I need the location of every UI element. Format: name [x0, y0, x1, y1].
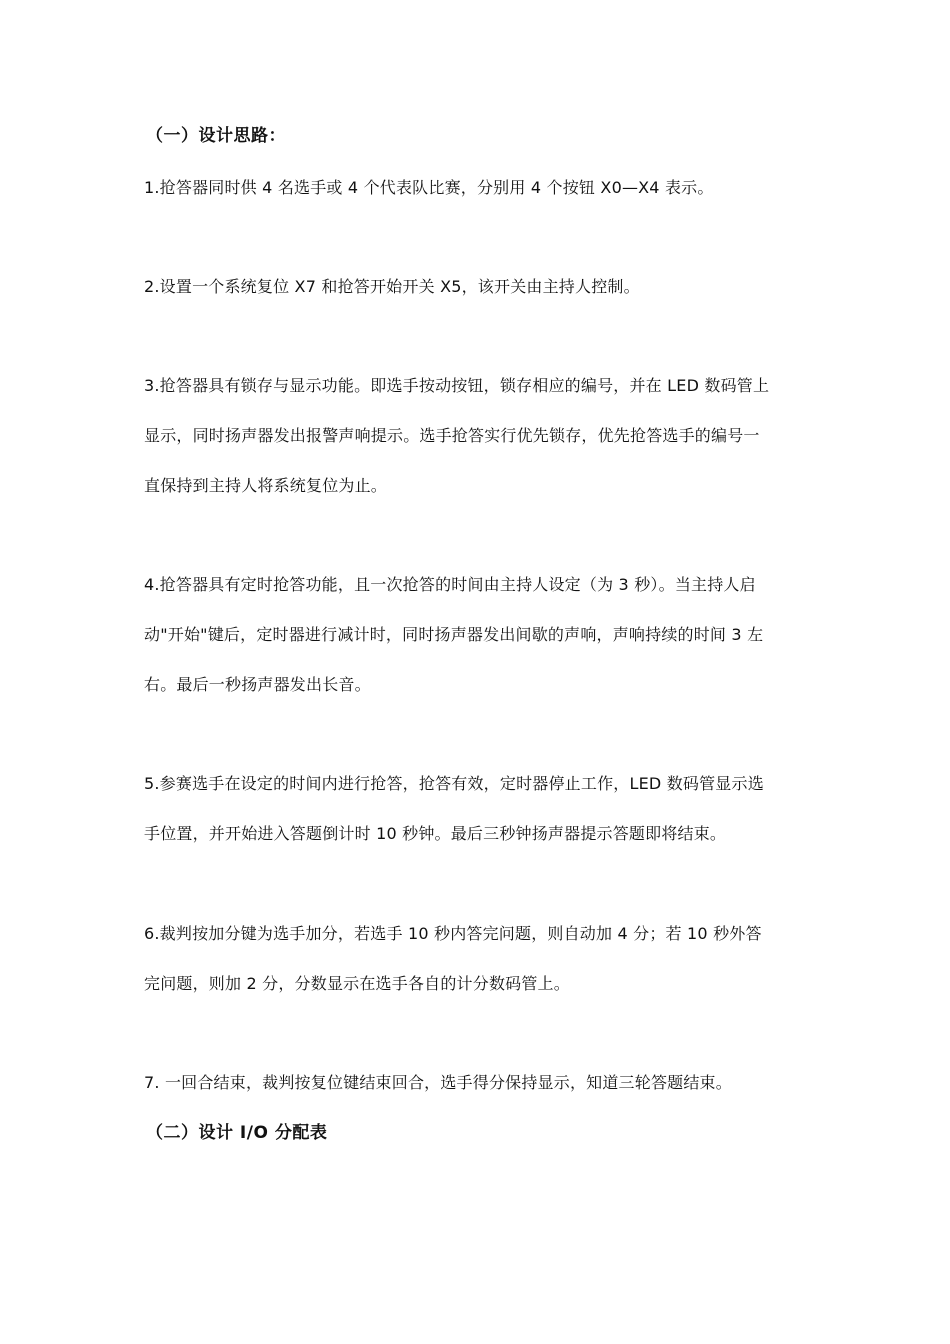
paragraph-line: 7. 一回合结束，裁判按复位键结束回合，选手得分保持显示，知道三轮答题结束。 [144, 1073, 732, 1092]
paragraph-5 [144, 759, 810, 859]
paragraph-4 [144, 560, 810, 710]
paragraph-line: 完问题，则加 2 分，分数显示在选手各自的计分数码管上。 [144, 974, 570, 993]
paragraph-line: 3.抢答器具有锁存与显示功能。即选手按动按钮，锁存相应的编号，并在 LED 数码管上 [144, 376, 770, 395]
paragraph-line: 右。最后一秒扬声器发出长音。 [144, 675, 371, 694]
paragraph-line: 手位置，并开始进入答题倒计时 10 秒钟。最后三秒钟扬声器提示答题即将结束。 [144, 824, 727, 843]
paragraph-line: 显示，同时扬声器发出报警声响提示。选手抢答实行优先锁存，优先抢答选手的编号一 [144, 426, 760, 445]
paragraph-line: 动"开始"键后，定时器进行减计时，同时扬声器发出间歇的声响，声响持续的时间 3 左 [144, 625, 764, 644]
paragraph-7 [144, 1058, 810, 1108]
paragraph-line: 直保持到主持人将系统复位为止。 [144, 476, 388, 495]
paragraph-line: 2.设置一个系统复位 X7 和抢答开始开关 X5，该开关由主持人控制。 [144, 277, 640, 296]
section-heading-io-table: （二）设计 I/O 分配表 [146, 1123, 328, 1143]
paragraph-line: 6.裁判按加分键为选手加分，若选手 10 秒内答完问题，则自动加 4 分；若 10 秒外答 [144, 924, 762, 943]
paragraph-1 [144, 163, 810, 213]
paragraph-3 [144, 361, 810, 511]
paragraph-6 [144, 909, 810, 1009]
paragraph-line: 4.抢答器具有定时抢答功能，且一次抢答的时间由主持人设定（为 3 秒）。当主持人启 [144, 575, 756, 594]
paragraph-line: 1.抢答器同时供 4 名选手或 4 个代表队比赛，分别用 4 个按钮 X0—X4 表示。 [144, 178, 714, 197]
paragraph-line: 5.参赛选手在设定的时间内进行抢答，抢答有效，定时器停止工作，LED 数码管显示选 [144, 774, 764, 793]
section-heading-design-idea: （一）设计思路： [146, 126, 286, 146]
paragraph-2 [144, 262, 810, 312]
